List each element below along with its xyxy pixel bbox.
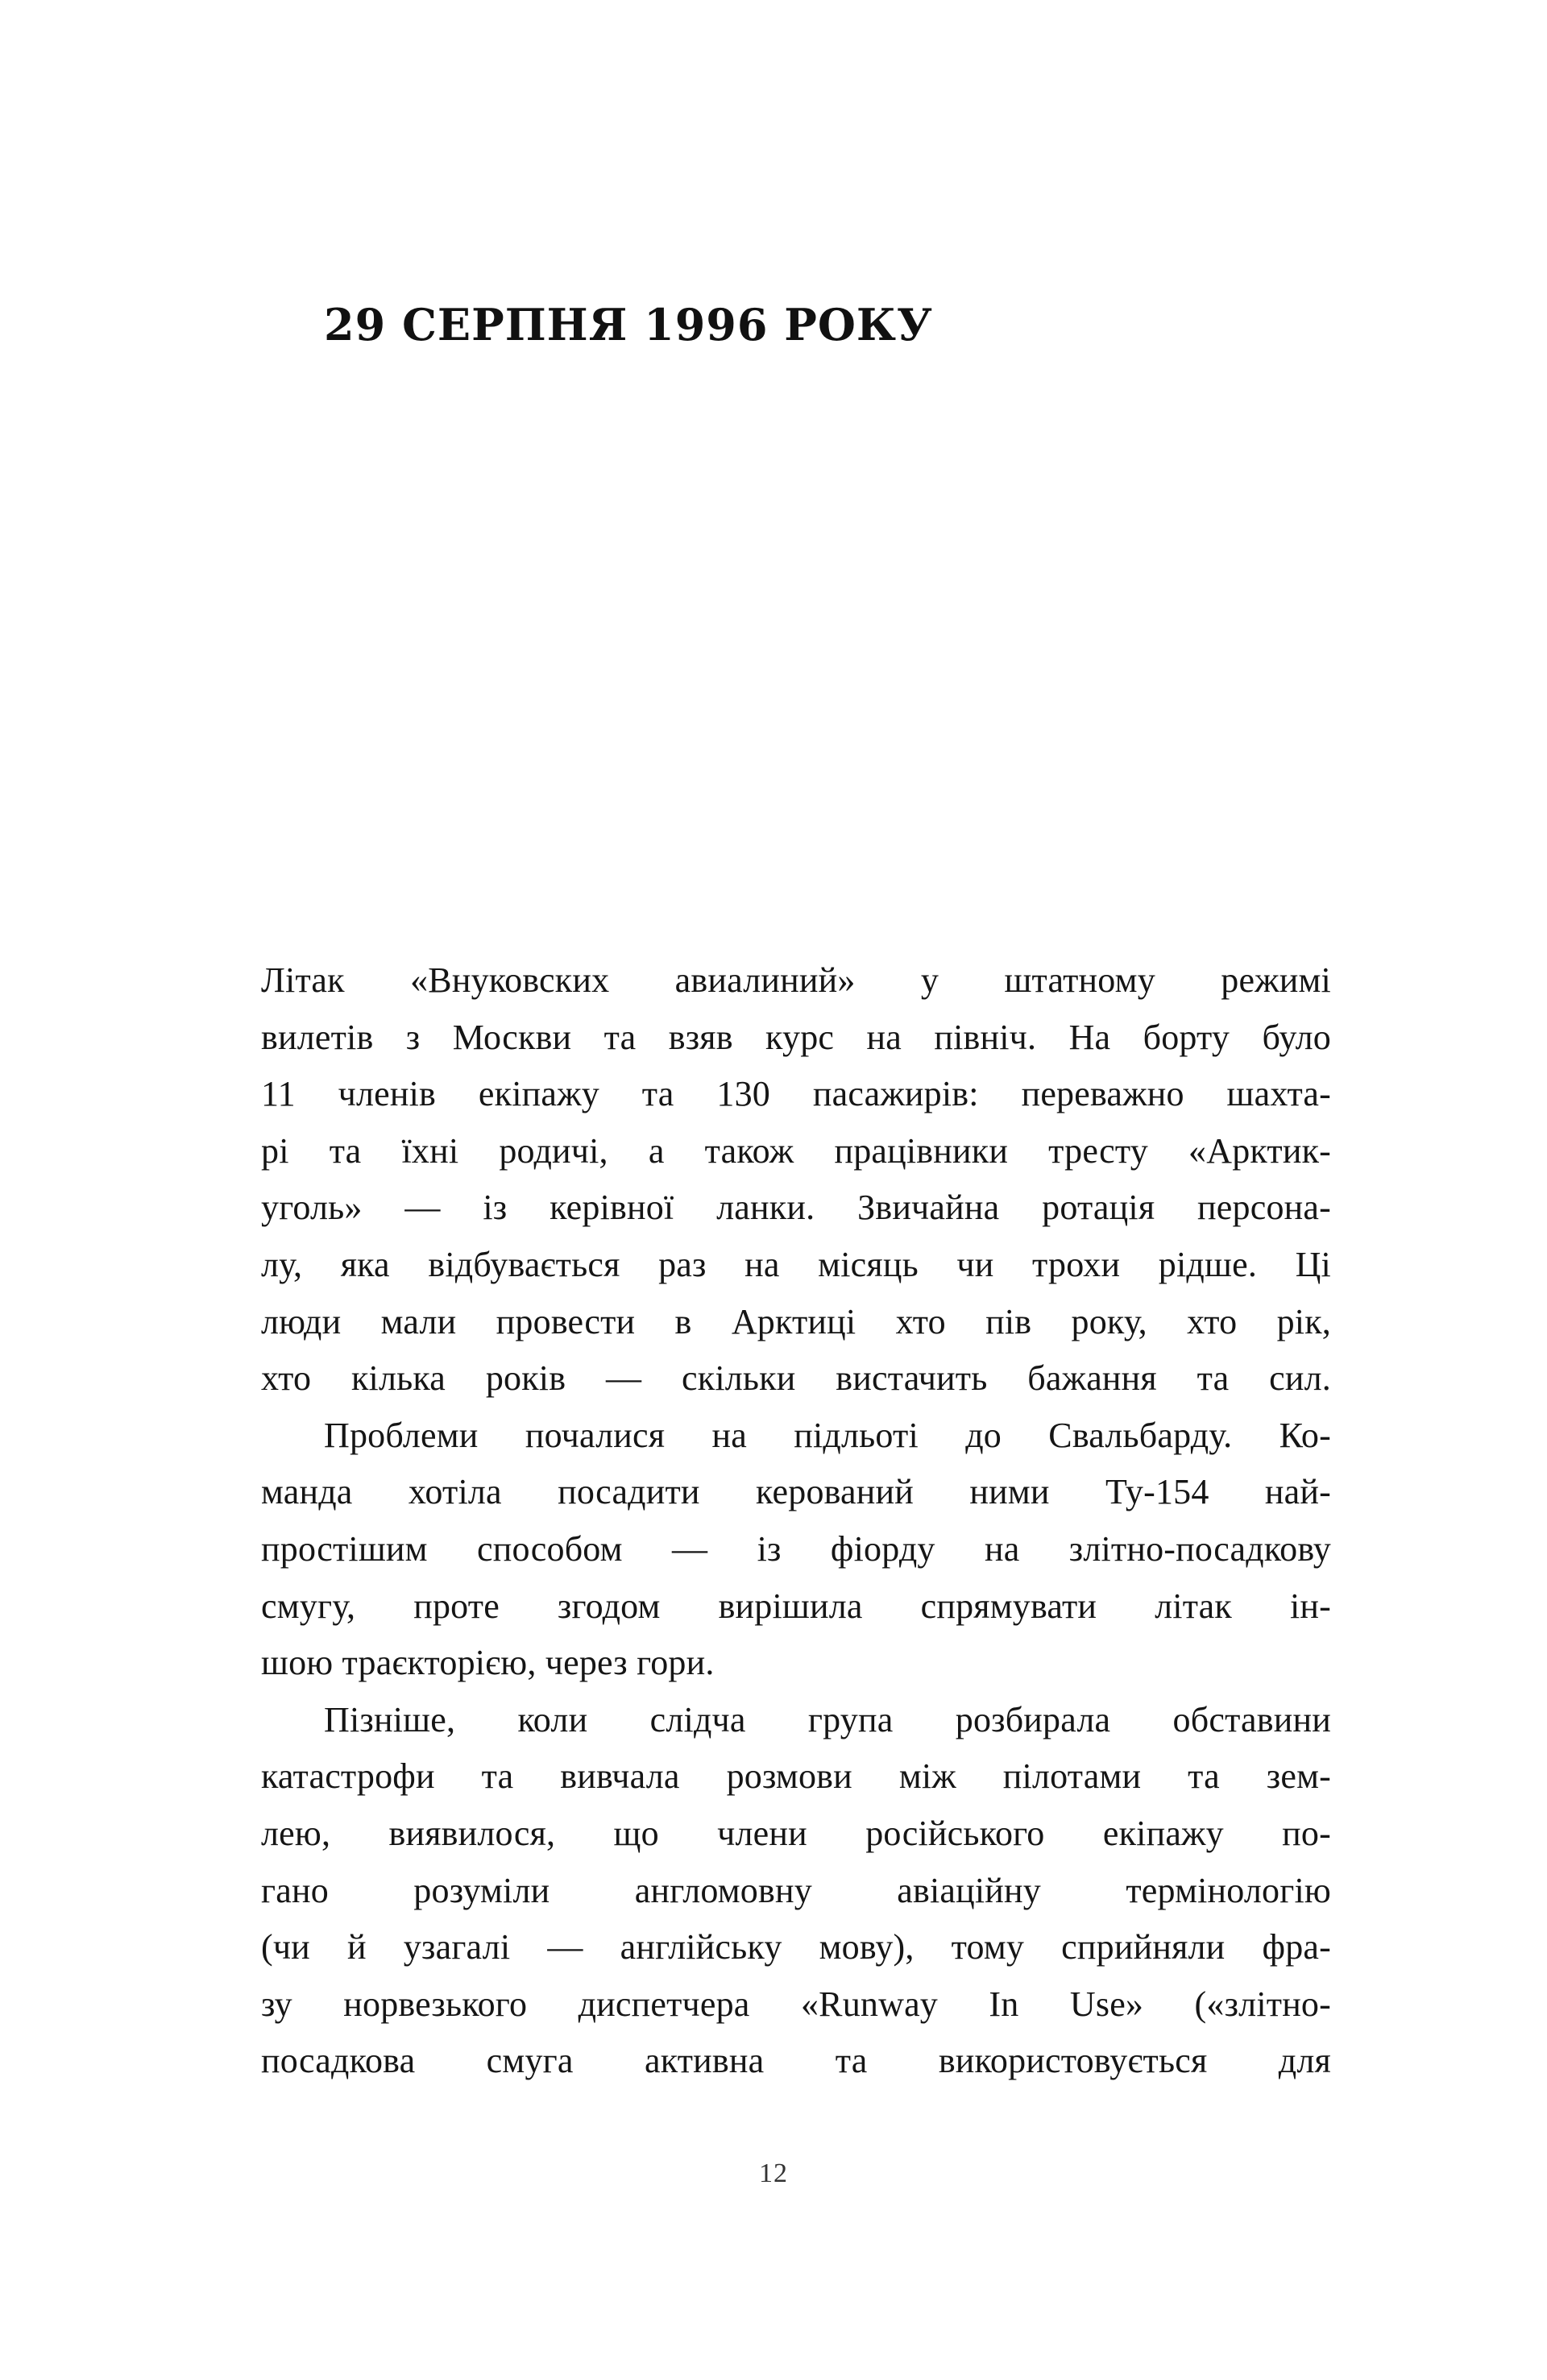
text-line: хто кілька років — скільки вистачить бажання та сил. <box>261 1358 1331 1399</box>
text-line: зу норвезького диспетчера «Runway In Use» («злітно- <box>261 1984 1331 2024</box>
text-line: люди мали провести в Арктиці хто пів року, хто рік, <box>261 1301 1331 1341</box>
text-line: 11 членів екіпажу та 130 пасажирів: переважно шахта- <box>261 1074 1331 1114</box>
text-line: лею, виявилося, що члени російського екіпажу по- <box>261 1813 1331 1853</box>
text-line: манда хотіла посадити керований ними Ту-154 най- <box>261 1472 1331 1512</box>
text-line: гано розуміли англомовну авіаційну термінологію <box>261 1870 1331 1910</box>
page-number: 12 <box>759 2158 788 2188</box>
paragraph-3 <box>261 1692 1331 2090</box>
text-line: Літак «Внуковских авиалиний» у штатному режимі <box>261 960 1331 1000</box>
text-line: Пізніше, коли слідча група розбирала обставини <box>324 1699 1331 1739</box>
text-line: смугу, проте згодом вирішила спрямувати літак ін- <box>261 1586 1331 1626</box>
text-line: катастрофи та вивчала розмови між пілотами та зем- <box>261 1756 1331 1797</box>
paragraph-1 <box>261 952 1331 1408</box>
text-line: уголь» — із керівної ланки. Звичайна ротація персона- <box>261 1188 1331 1228</box>
text-line: рі та їхні родичі, а також працівники тресту «Арктик- <box>261 1130 1331 1171</box>
chapter-title: 29 СЕРПНЯ 1996 РОКУ <box>324 299 933 350</box>
text-line: (чи й узагалі — англійську мову), тому сприйняли фра- <box>261 1927 1331 1967</box>
text-line: лу, яка відбувається раз на місяць чи трохи рідше. Ці <box>261 1244 1331 1284</box>
paragraph-2 <box>261 1408 1331 1692</box>
text-line: шою траєкторією, через гори. <box>261 1643 715 1683</box>
text-line: Проблеми почалися на підльоті до Свальбарду. Ко- <box>324 1415 1331 1455</box>
text-line: вилетів з Москви та взяв курс на північ. На борту було <box>261 1017 1331 1057</box>
body-text <box>261 952 1331 2090</box>
text-line: простішим способом — із фіорду на злітно-посадкову <box>261 1528 1331 1569</box>
text-line: посадкова смуга активна та використовується для <box>261 2041 1331 2081</box>
